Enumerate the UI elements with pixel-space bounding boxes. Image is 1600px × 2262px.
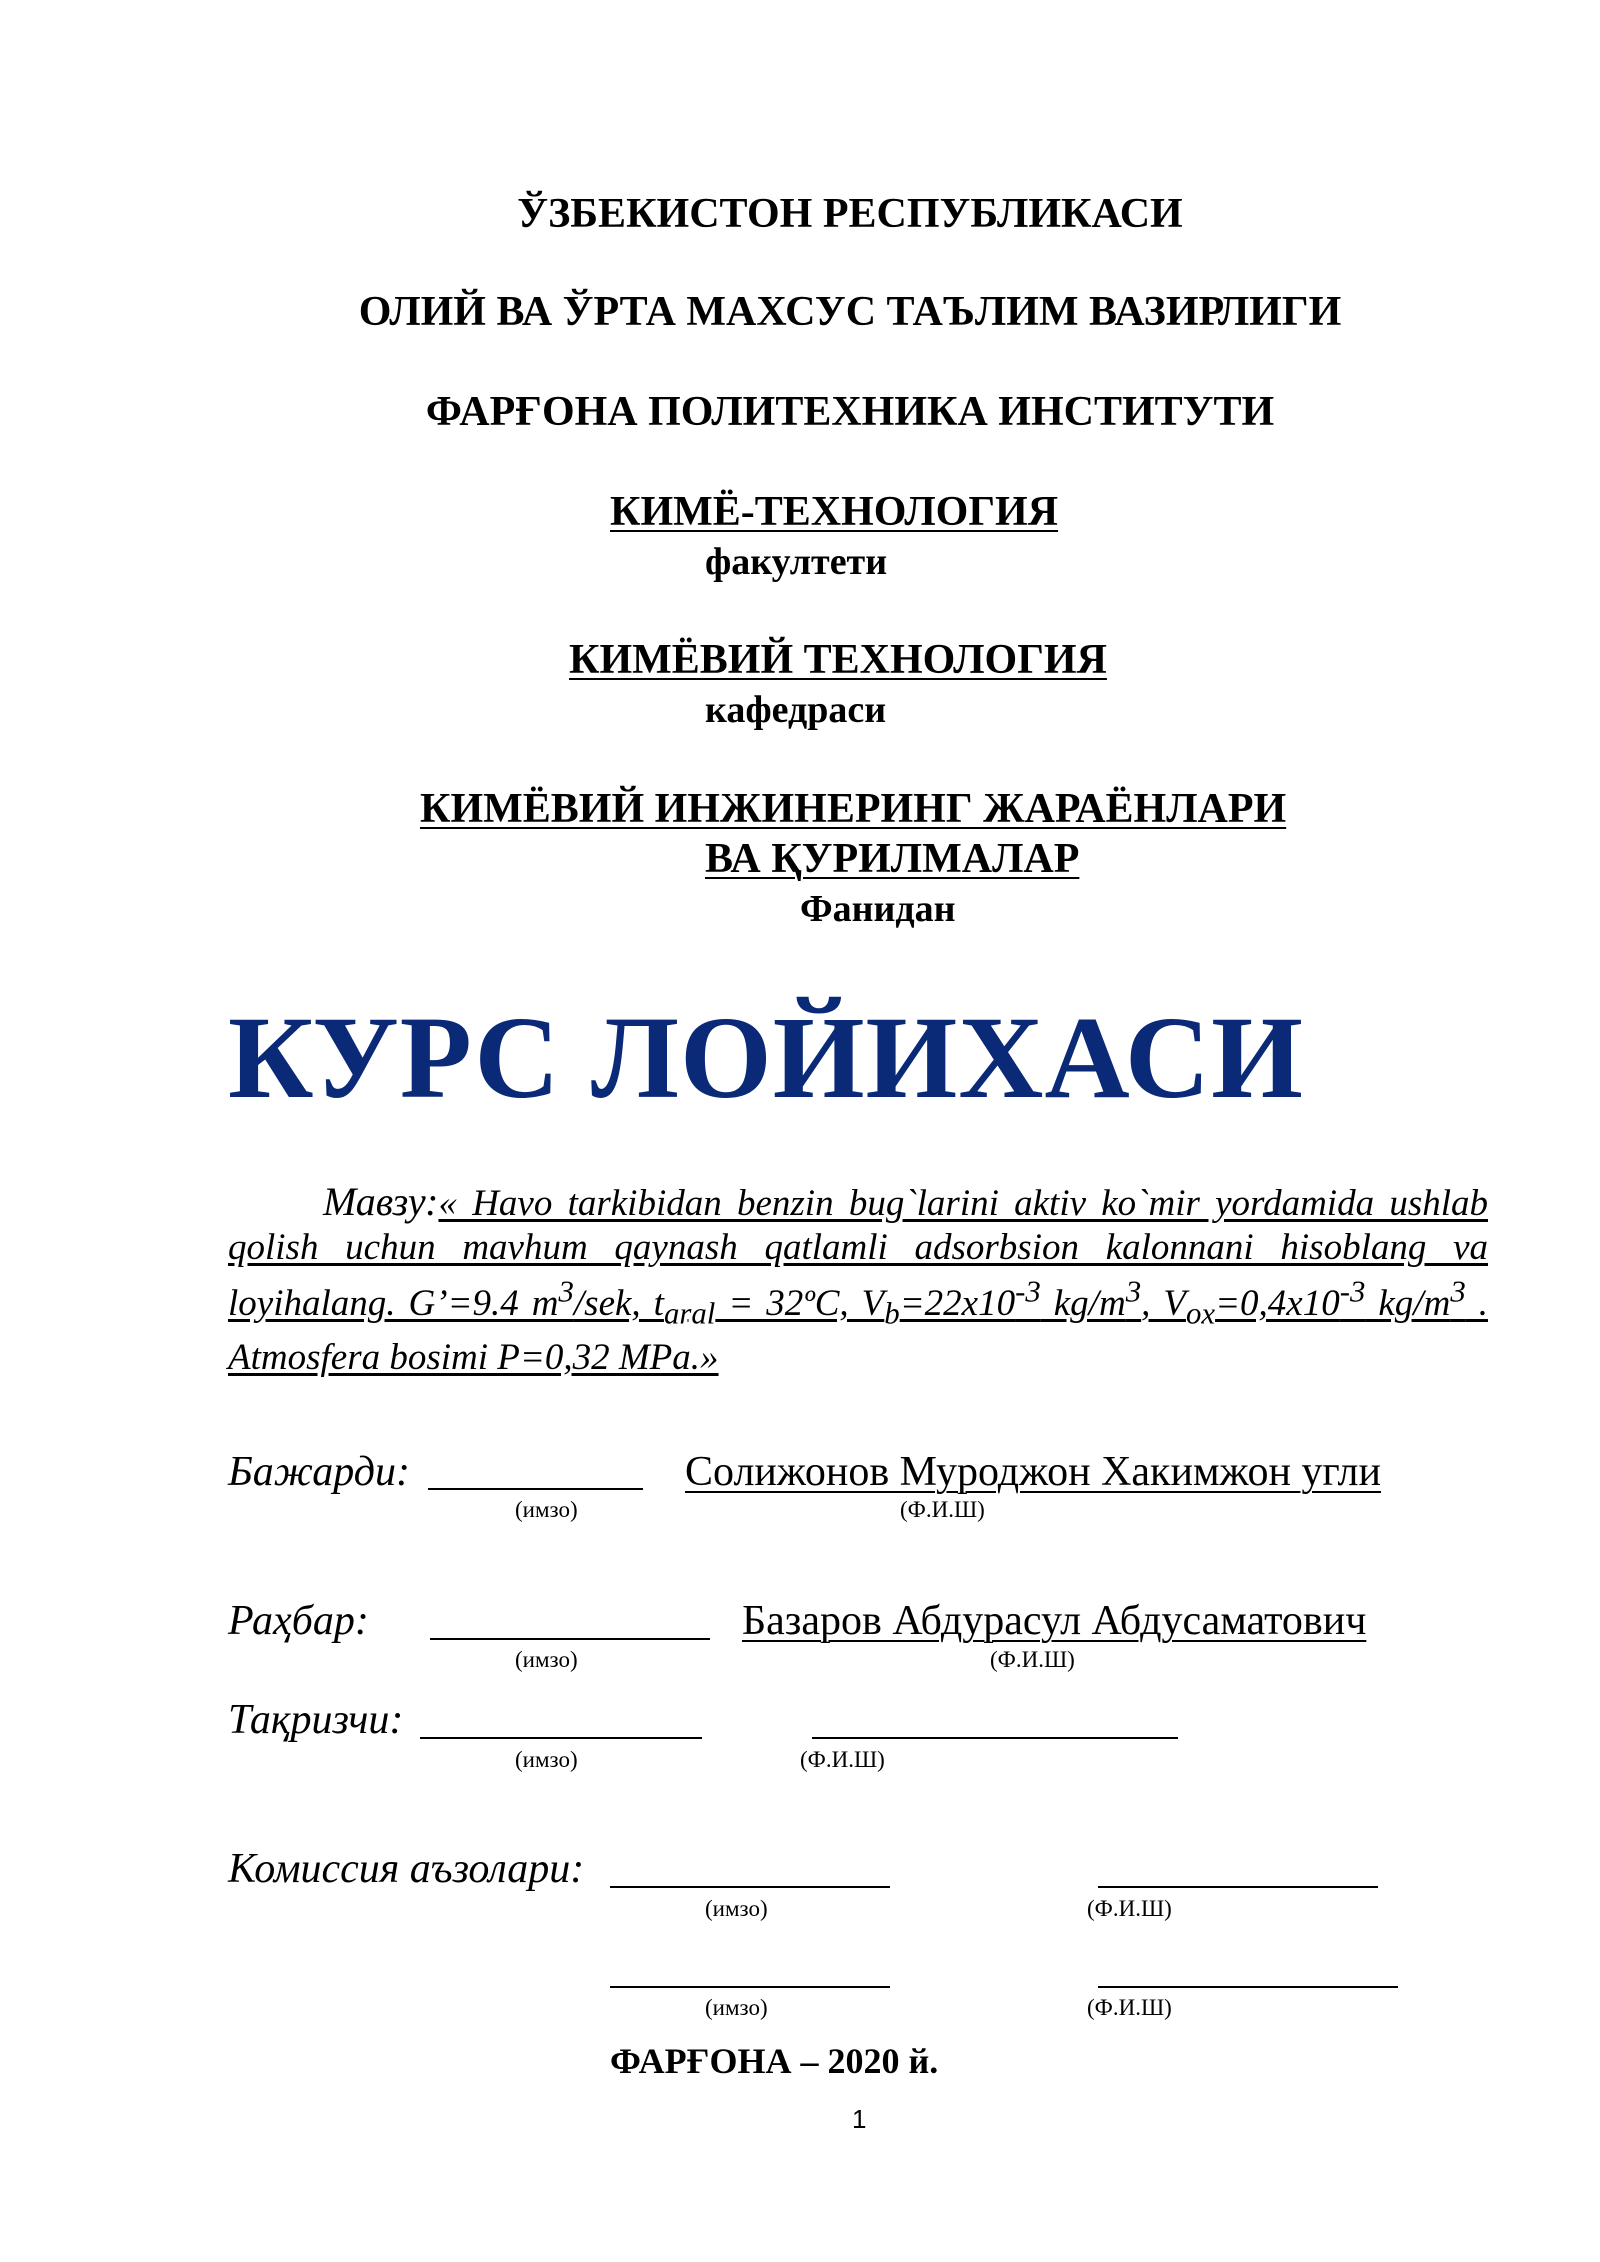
commission-name-caption-2: (Ф.И.Ш) <box>1087 1995 1172 2020</box>
executor-signature-line <box>428 1488 643 1490</box>
republic-heading: ЎЗБЕКИСТОН РЕСПУБЛИКАСИ <box>517 191 1183 237</box>
reviewer-name-caption: (Ф.И.Ш) <box>800 1747 885 1772</box>
theme-label: Мавзу: <box>323 1179 439 1224</box>
supervisor-label: Раҳбар: <box>228 1598 369 1644</box>
commission-label: Комиссия аъзолари: <box>228 1846 585 1892</box>
commission-name-caption-1: (Ф.И.Ш) <box>1087 1896 1172 1921</box>
reviewer-signature-line <box>420 1737 702 1739</box>
subject-line-2: ВА ҚУРИЛМАЛАР <box>705 836 1080 882</box>
executor-name: Солижонов Муроджон Хакимжон угли <box>685 1449 1381 1495</box>
commission-name-line-1 <box>1098 1886 1378 1888</box>
department-name: КИМЁВИЙ ТЕХНОЛОГИЯ <box>569 637 1107 683</box>
subject-line-1: КИМЁВИЙ ИНЖИНЕРИНГ ЖАРАЁНЛАРИ <box>420 786 1287 832</box>
supervisor-name: Базаров Абдурасул Абдусаматович <box>742 1598 1367 1644</box>
executor-label: Бажарди: <box>228 1449 410 1495</box>
theme-paragraph <box>228 1180 1488 1380</box>
faculty-word: факултети <box>705 541 888 583</box>
executor-sign-caption: (имзо) <box>515 1497 578 1522</box>
supervisor-name-caption: (Ф.И.Ш) <box>990 1647 1075 1672</box>
executor-name-caption: (Ф.И.Ш) <box>900 1497 985 1522</box>
page-number: 1 <box>852 2104 867 2134</box>
commission-signature-line-1 <box>610 1886 890 1888</box>
reviewer-name-line <box>812 1737 1178 1739</box>
supervisor-sign-caption: (имзо) <box>515 1647 578 1672</box>
ministry-heading: ОЛИЙ ВА ЎРТА МАХСУС ТАЪЛИМ ВАЗИРЛИГИ <box>358 289 1342 335</box>
commission-signature-line-2 <box>610 1986 890 1988</box>
theme-text: « Havo tarkibidan benzin bug`larini aktiv ko`mir yordamida ushlab qolish uchun mavhum qaynash qatlamli adsorbsion kalonnani hisoblang va loyihalang. G’=9.4 $m^3$/sek, $t_{aral}$ = 32ºC, $V_b=22x10^{-3}$ $kg/m^3$, $V_{ox}=0,4x10^{-3}$ $kg/m^3$ . Atmosfera bosimi P=0,32 MPa.» <box>228 1183 1488 1378</box>
course-project-title: КУРС ЛОЙИХАСИ <box>228 992 1304 1123</box>
reviewer-sign-caption: (имзо) <box>515 1747 578 1772</box>
subject-word: Фанидан <box>800 888 956 930</box>
institute-heading: ФАРҒОНА ПОЛИТЕХНИКА ИНСТИТУТИ <box>425 389 1275 435</box>
reviewer-label: Тақризчи: <box>228 1697 404 1743</box>
department-word: кафедраси <box>705 689 887 731</box>
faculty-name: КИМЁ-ТЕХНОЛОГИЯ <box>610 489 1059 535</box>
commission-sign-caption-1: (имзо) <box>705 1896 768 1921</box>
commission-sign-caption-2: (имзо) <box>705 1995 768 2020</box>
supervisor-signature-line <box>430 1638 710 1640</box>
city-year: ФАРҒОНА – 2020 й. <box>610 2041 939 2081</box>
commission-name-line-2 <box>1098 1986 1398 1988</box>
